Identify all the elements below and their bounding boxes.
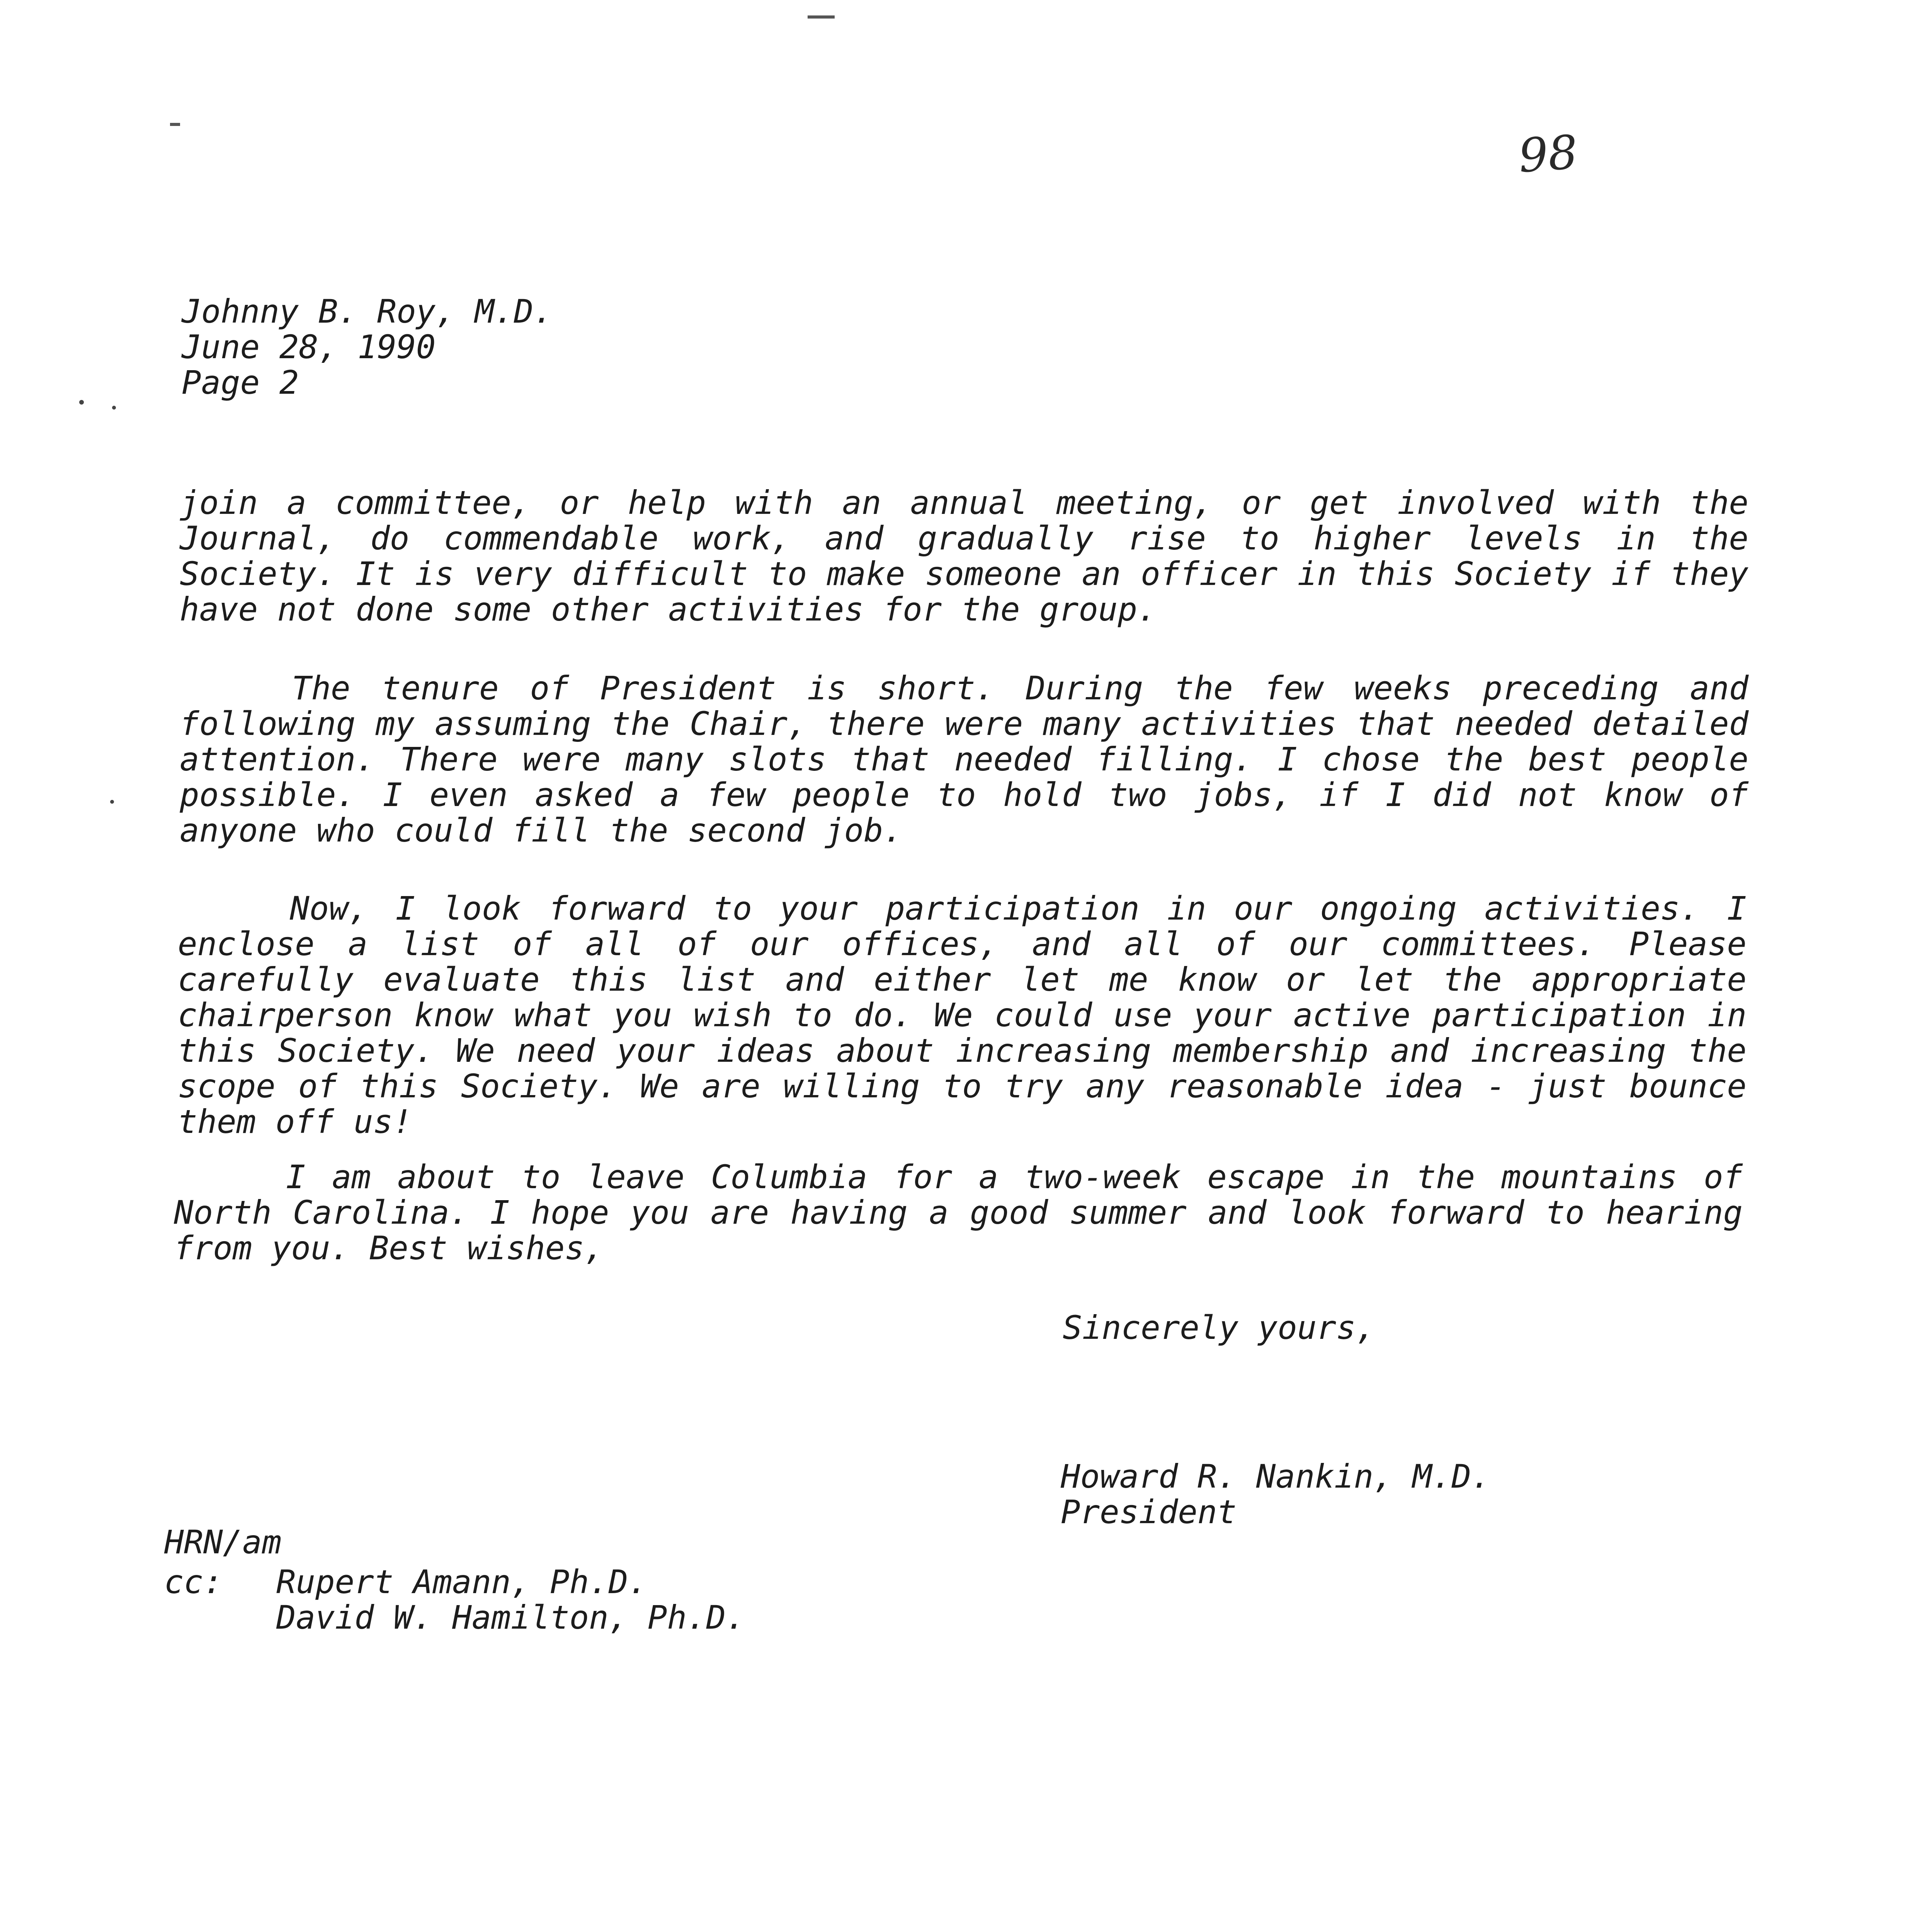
cc-recipient: David W. Hamilton, Ph.D. <box>276 1599 745 1636</box>
recipient-name: Johnny B. Roy, M.D. <box>182 293 553 330</box>
signer-title: President <box>1061 1493 1237 1531</box>
scan-speck-2 <box>112 406 116 410</box>
typist-initials: HRN/am <box>164 1523 282 1561</box>
signer-name: Howard R. Nankin, M.D. <box>1061 1458 1491 1495</box>
handwritten-page-number: 98 <box>1517 125 1580 184</box>
scan-mark-left-1 <box>170 123 180 126</box>
cc-recipient: Rupert Amann, Ph.D. <box>276 1563 648 1601</box>
cc-label: cc: <box>164 1563 223 1601</box>
body-paragraph-1: join a committee, or help with an annual meeting, or get involved with the Journal, do commendable work, and gradually rise to higher levels in the Society. It is very difficult to make someone an officer in this Society if they have not done some other activities for the group. <box>180 484 1749 628</box>
scan-mark-top <box>808 15 835 19</box>
scan-speck-3 <box>110 800 114 804</box>
body-paragraph-4: I am about to leave Columbia for a two-week escape in the mountains of North Carolina. I hope you are having a good summer and look forward to hearing from you. Best wishes, <box>174 1158 1743 1267</box>
scan-speck-1 <box>79 400 84 405</box>
body-paragraph-2: The tenure of President is short. During the few weeks preceding and following my assuming the Chair, there were many activities that needed detailed attention. There were many slots that needed filling. I chose the best people possible. I even asked a few people to hold two jobs, if I did not know of anyone who could fill the second job. <box>180 669 1749 849</box>
body-paragraph-3: Now, I look forward to your participation in our ongoing activities. I enclose a list of all of our offices, and all of our committees. Please carefully evaluate this list and either let me know or let the appropriate chairperson know what you wish to do. We could use your active participation in this Society. We need your ideas about increasing membership and increasing the scope of this Society. We are willing to try any reasonable idea - just bounce them off us! <box>178 889 1747 1141</box>
page-label: Page 2 <box>182 364 299 401</box>
complimentary-close: Sincerely yours, <box>1063 1309 1376 1347</box>
letter-date: June 28, 1990 <box>182 328 436 366</box>
